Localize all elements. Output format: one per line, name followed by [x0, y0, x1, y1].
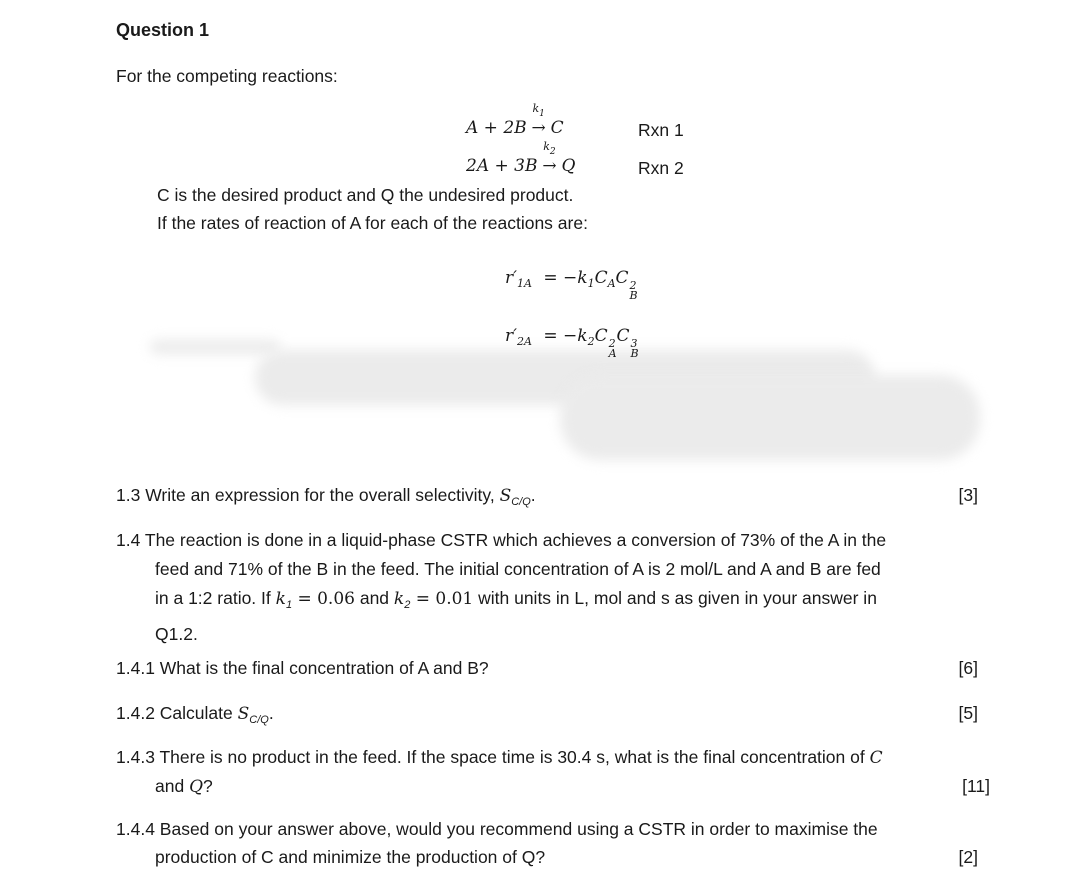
mark-1-3: [3]: [958, 485, 978, 505]
arrow-icon: $k_2$ →: [542, 140, 557, 176]
question-heading: Question 1: [116, 20, 210, 40]
question-1-4: 1.4 The reaction is done in a liquid-phase CSTR which achieves a conversion of 73% of the A in the feed and 71% of the B in the feed. The initial concentration of A is 2 mol/L and A and B are fed in a 1:2 ratio. If $k_1 = 0.06$ and $k_2 = 0.01$ with units in L, mol and s as given in your answer in Q1.2.: [116, 530, 887, 644]
reaction-2-lhs: 2A + 3B: [466, 156, 538, 176]
reaction-1-product: C: [550, 118, 564, 138]
mark-1-4-1: [6]: [958, 658, 978, 678]
reaction-1: [466, 102, 564, 138]
question-1-4-3: 1.4.3 There is no product in the feed. If the space time is 30.4 s, what is the final concentration of C: [116, 747, 883, 768]
arrow-icon: $k_1$ →: [531, 102, 546, 138]
desired-product-note: C is the desired product and Q the undesired product.: [157, 185, 574, 205]
mark-1-4-4: [2]: [958, 847, 978, 867]
rates-intro: If the rates of reaction of A for each of the reactions are:: [157, 213, 588, 233]
erased-smudge: [560, 375, 980, 460]
question-1-4-3-line2: and Q?: [155, 776, 213, 797]
reaction-2-product: Q: [561, 156, 576, 176]
reaction-1-lhs: A + 2B: [466, 118, 527, 138]
question-1-3: 1.3 Write an expression for the overall selectivity, $S_{C/Q}$.: [116, 485, 536, 508]
rate-equation-1: $r'_{1A} = -k_1C_AC$ 2 B: [505, 268, 638, 302]
intro-text: For the competing reactions:: [116, 66, 338, 86]
mark-1-4-3: [11]: [962, 776, 990, 796]
question-1-4-4: 1.4.4 Based on your answer above, would you recommend using a CSTR in order to maximise the: [116, 819, 878, 839]
reaction-1-label: Rxn 1: [638, 120, 684, 140]
reaction-2-label: Rxn 2: [638, 158, 684, 178]
question-1-4-1: 1.4.1 What is the final concentration of A and B?: [116, 658, 489, 678]
question-1-4-2: 1.4.2 Calculate $S_{C/Q}$.: [116, 703, 274, 726]
question-1-4-4-line2: production of C and minimize the production of Q?: [155, 847, 546, 867]
mark-1-4-2: [5]: [958, 703, 978, 723]
rate-equation-2: $r'_{2A} = -k_2C$ 2 A C 3 B: [505, 326, 639, 360]
erased-smudge: [150, 340, 280, 354]
reaction-2: [466, 140, 576, 176]
